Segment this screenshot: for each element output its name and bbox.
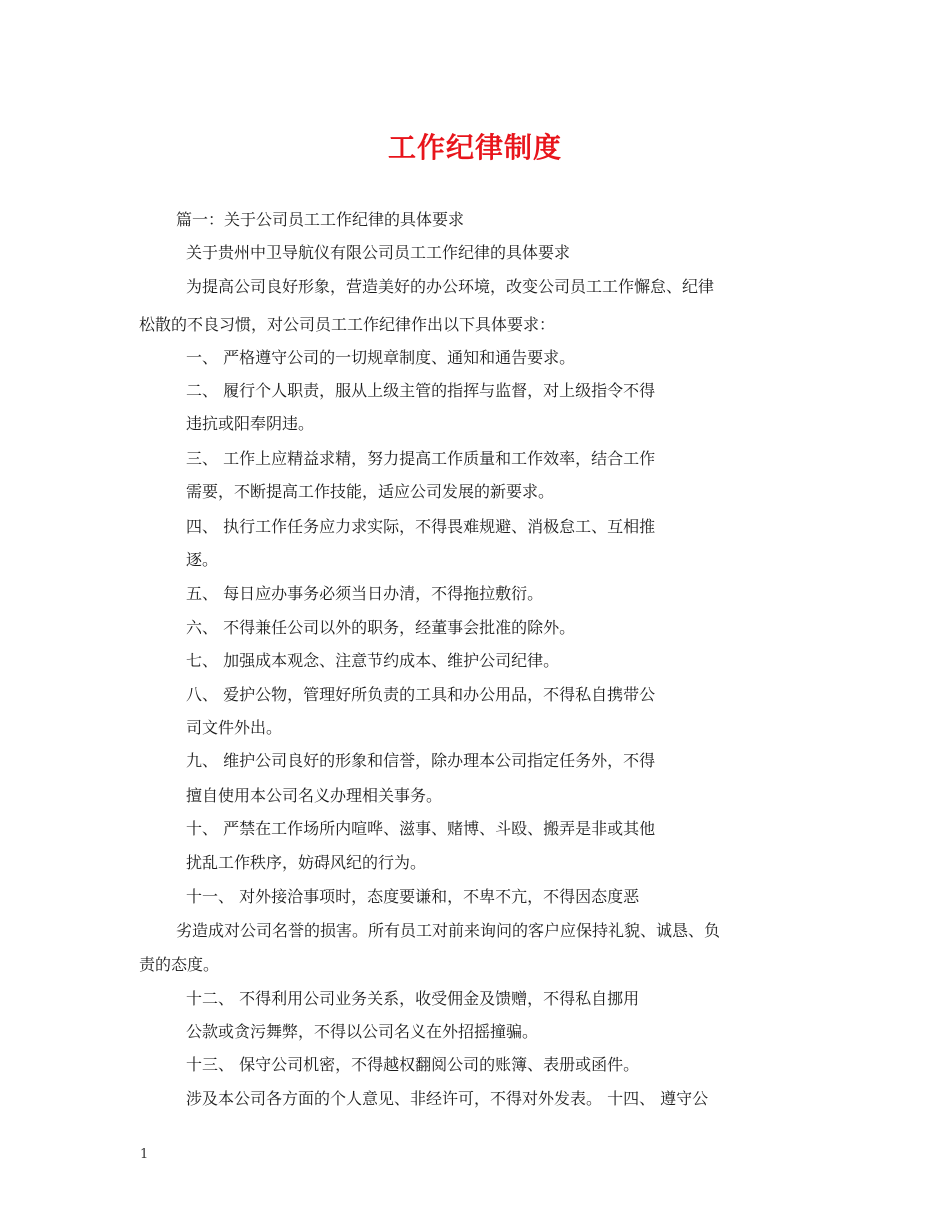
text-line: 一、 严格遵守公司的一切规章制度、通知和通告要求。 (186, 348, 576, 367)
text-line: 十一、 对外接洽事项时，态度要谦和，不卑不亢，不得因态度恶 (186, 887, 640, 906)
text-line: 六、 不得兼任公司以外的职务，经董事会批准的除外。 (186, 618, 576, 637)
text-line: 七、 加强成本观念、注意节约成本、维护公司纪律。 (186, 651, 560, 670)
text-line: 十、 严禁在工作场所内喧哗、滋事、赌博、斗殴、搬弄是非或其他 (186, 819, 656, 838)
text-line: 关于贵州中卫导航仪有限公司员工工作纪律的具体要求 (186, 243, 571, 262)
text-line: 篇一：关于公司员工工作纪律的具体要求 (176, 210, 465, 229)
text-line: 劣造成对公司名誉的损害。所有员工对前来询问的客户应保持礼貌、诚恳、负 (176, 921, 721, 940)
text-line: 五、 每日应办事务必须当日办清，不得拖拉敷衍。 (186, 584, 544, 603)
text-line: 松散的不良习惯，对公司员工工作纪律作出以下具体要求： (139, 315, 556, 334)
text-line: 涉及本公司各方面的个人意见、非经许可，不得对外发表。 十四、 遵守公 (186, 1089, 709, 1108)
text-line: 逐。 (186, 550, 219, 569)
text-line: 四、 执行工作任务应力求实际，不得畏难规避、消极怠工、互相推 (186, 517, 656, 536)
text-line: 司文件外出。 (186, 718, 283, 737)
text-line: 二、 履行个人职责，服从上级主管的指挥与监督，对上级指令不得 (186, 381, 656, 400)
text-line: 公款或贪污舞弊，不得以公司名义在外招摇撞骗。 (186, 1022, 539, 1041)
document-title: 工作纪律制度 (387, 131, 562, 164)
text-line: 违抗或阳奉阴违。 (186, 414, 315, 433)
text-line: 扰乱工作秩序，妨碍风纪的行为。 (186, 853, 427, 872)
page-number: 1 (140, 1147, 149, 1162)
text-line: 十三、 保守公司机密，不得越权翻阅公司的账簿、表册或函件。 (186, 1055, 640, 1074)
text-line: 为提高公司良好形象，营造美好的办公环境，改变公司员工工作懈怠、纪律 (186, 277, 715, 296)
text-line: 三、 工作上应精益求精，努力提高工作质量和工作效率，结合工作 (186, 449, 656, 468)
text-line: 八、 爱护公物，管理好所负责的工具和办公用品，不得私自携带公 (186, 685, 656, 704)
text-line: 九、 维护公司良好的形象和信誉，除办理本公司指定任务外，不得 (186, 751, 656, 770)
text-line: 责的态度。 (139, 955, 220, 974)
text-line: 十二、 不得利用公司业务关系，收受佣金及馈赠，不得私自挪用 (186, 989, 640, 1008)
text-line: 擅自使用本公司名义办理相关事务。 (186, 786, 443, 805)
text-line: 需要，不断提高工作技能，适应公司发展的新要求。 (186, 482, 555, 501)
